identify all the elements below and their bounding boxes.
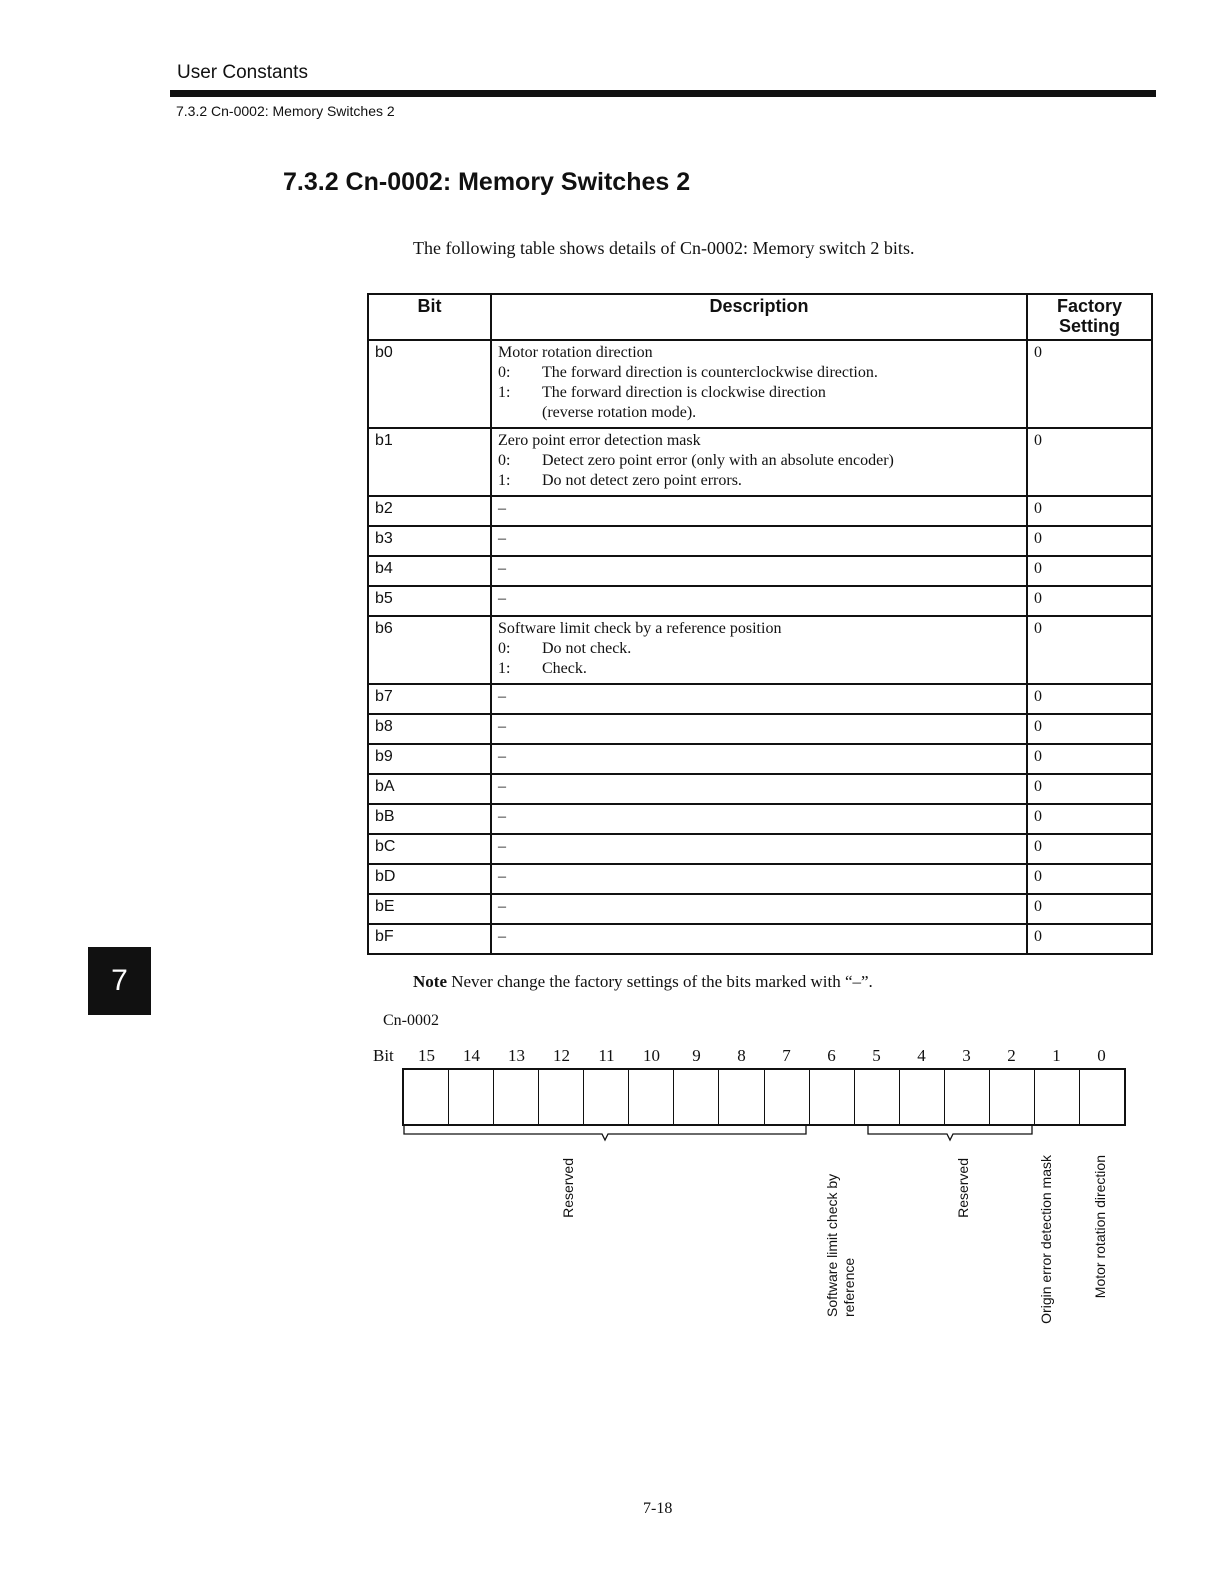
brace-reserved-high	[402, 1126, 808, 1142]
label-origin-error-mask: Origin error detection mask	[1038, 1155, 1054, 1324]
memory-switch-table	[367, 293, 1153, 955]
bit-cell	[765, 1070, 810, 1124]
cell-bit: b5	[368, 586, 491, 616]
cell-description	[491, 340, 1027, 428]
table-row	[368, 496, 1152, 526]
header-factory-setting	[1027, 294, 1152, 340]
bit-number: 5	[872, 1046, 881, 1065]
cell-bit: bB	[368, 804, 491, 834]
bit-number: 11	[598, 1046, 615, 1065]
option-code: 0:	[498, 452, 511, 469]
description-title: –	[498, 838, 506, 855]
description-title: –	[498, 500, 506, 517]
bit-number: 10	[643, 1046, 660, 1065]
table-row	[368, 894, 1152, 924]
option-text: The forward direction is clockwise direction	[542, 384, 826, 401]
cell-bit: b9	[368, 744, 491, 774]
option-line	[498, 363, 1020, 383]
bit-cell	[810, 1070, 855, 1124]
table-row	[368, 714, 1152, 744]
bit-number: 9	[692, 1046, 701, 1065]
cell-factory-setting: 0	[1027, 834, 1152, 864]
note-text: Never change the factory settings of the bits marked with “–”.	[451, 972, 873, 991]
cell-factory-setting: 0	[1027, 714, 1152, 744]
cell-bit: bA	[368, 774, 491, 804]
option-text: Do not check.	[542, 640, 632, 657]
description-title: –	[498, 778, 506, 795]
cell-factory-setting: 0	[1027, 556, 1152, 586]
bit-number: 4	[917, 1046, 926, 1065]
cell-description	[491, 496, 1027, 526]
table-row	[368, 616, 1152, 684]
cell-bit: b8	[368, 714, 491, 744]
cell-bit: b3	[368, 526, 491, 556]
cell-factory-setting: 0	[1027, 340, 1152, 428]
cell-description	[491, 834, 1027, 864]
label-motor-rotation: Motor rotation direction	[1092, 1155, 1108, 1299]
cell-factory-setting: 0	[1027, 924, 1152, 954]
table-header-row	[368, 294, 1152, 340]
cell-bit: bC	[368, 834, 491, 864]
cell-factory-setting: 0	[1027, 586, 1152, 616]
cell-factory-setting: 0	[1027, 864, 1152, 894]
label-reserved-low: Reserved	[955, 1158, 971, 1218]
bit-number: 6	[827, 1046, 836, 1065]
table-row	[368, 340, 1152, 428]
bit-number: 8	[737, 1046, 746, 1065]
cell-factory-setting: 0	[1027, 894, 1152, 924]
page-number: 7-18	[643, 1500, 673, 1517]
cell-factory-setting: 0	[1027, 744, 1152, 774]
option-text: The forward direction is counterclockwise direction.	[542, 364, 878, 381]
bit-number: 1	[1052, 1046, 1061, 1065]
cell-bit: bE	[368, 894, 491, 924]
bit-label: Bit	[373, 1046, 394, 1065]
table-row	[368, 924, 1152, 954]
bit-cell	[719, 1070, 764, 1124]
table-row	[368, 526, 1152, 556]
table-row	[368, 586, 1152, 616]
bit-cell	[990, 1070, 1035, 1124]
label-reserved-high: Reserved	[560, 1158, 576, 1218]
bit-number: 3	[962, 1046, 971, 1065]
bit-cell	[900, 1070, 945, 1124]
description-title: –	[498, 718, 506, 735]
description-title: –	[498, 928, 506, 945]
bit-number: 0	[1097, 1046, 1106, 1065]
brace-reserved-low	[866, 1126, 1034, 1142]
cell-description	[491, 714, 1027, 744]
description-title: Software limit check by a reference position	[498, 620, 782, 637]
cell-description	[491, 924, 1027, 954]
header-factory-line1: Factory	[1056, 296, 1123, 316]
cell-factory-setting: 0	[1027, 496, 1152, 526]
bit-register-diagram	[402, 1068, 1126, 1126]
table-row	[368, 744, 1152, 774]
table-row	[368, 804, 1152, 834]
section-title: 7.3.2 Cn-0002: Memory Switches 2	[283, 168, 691, 196]
table-row	[368, 864, 1152, 894]
header-rule	[170, 90, 1156, 97]
label-software-limit: Software limit check by reference	[824, 1173, 857, 1317]
option-code: 0:	[498, 364, 511, 381]
description-title: Motor rotation direction	[498, 344, 653, 361]
running-head: User Constants	[177, 62, 308, 83]
bit-cell	[494, 1070, 539, 1124]
option-text: Do not detect zero point errors.	[542, 472, 742, 489]
cell-bit: b7	[368, 684, 491, 714]
cell-description	[491, 804, 1027, 834]
option-text: Check.	[542, 660, 587, 677]
bit-cell	[855, 1070, 900, 1124]
option-code: 1:	[498, 660, 511, 677]
cell-description	[491, 428, 1027, 496]
bit-cell	[584, 1070, 629, 1124]
cell-bit: bF	[368, 924, 491, 954]
cell-description	[491, 774, 1027, 804]
bit-cell	[674, 1070, 719, 1124]
description-title: –	[498, 748, 506, 765]
cell-bit: bD	[368, 864, 491, 894]
register-name: Cn-0002	[383, 1012, 439, 1029]
intro-paragraph: The following table shows details of Cn-0002: Memory switch 2 bits.	[413, 238, 915, 258]
bit-cell	[629, 1070, 674, 1124]
cell-factory-setting: 0	[1027, 804, 1152, 834]
cell-description	[491, 744, 1027, 774]
header-factory-line2: Setting	[1059, 316, 1120, 336]
option-code: 0:	[498, 640, 511, 657]
bit-number: 7	[782, 1046, 791, 1065]
cell-description	[491, 586, 1027, 616]
cell-description	[491, 616, 1027, 684]
bit-cell	[1080, 1070, 1124, 1124]
cell-bit: b6	[368, 616, 491, 684]
cell-factory-setting: 0	[1027, 616, 1152, 684]
cell-bit: b1	[368, 428, 491, 496]
chapter-tab: 7	[88, 947, 151, 1015]
table-row	[368, 774, 1152, 804]
header-bit: Bit	[368, 294, 491, 340]
bit-cell	[1035, 1070, 1080, 1124]
cell-description	[491, 526, 1027, 556]
cell-description	[491, 894, 1027, 924]
description-title: –	[498, 590, 506, 607]
description-title: –	[498, 530, 506, 547]
option-line	[498, 639, 1020, 659]
cell-description	[491, 864, 1027, 894]
cell-bit: b0	[368, 340, 491, 428]
description-title: –	[498, 898, 506, 915]
cell-factory-setting: 0	[1027, 526, 1152, 556]
cell-factory-setting: 0	[1027, 428, 1152, 496]
option-continuation: (reverse rotation mode).	[542, 404, 697, 421]
bit-cell	[539, 1070, 584, 1124]
description-title: –	[498, 808, 506, 825]
option-line	[498, 451, 1020, 471]
bit-number: 13	[508, 1046, 525, 1065]
bit-cell	[449, 1070, 494, 1124]
description-title: –	[498, 688, 506, 705]
bit-cell	[945, 1070, 990, 1124]
bit-cell	[404, 1070, 449, 1124]
cell-bit: b4	[368, 556, 491, 586]
table-row	[368, 428, 1152, 496]
option-text: Detect zero point error (only with an absolute encoder)	[542, 452, 894, 469]
description-title: –	[498, 868, 506, 885]
header-description: Description	[491, 294, 1027, 340]
option-code: 1:	[498, 472, 511, 489]
section-reference: 7.3.2 Cn-0002: Memory Switches 2	[176, 103, 395, 119]
bit-number: 15	[418, 1046, 435, 1065]
note-label: Note	[413, 972, 447, 991]
bit-number: 2	[1007, 1046, 1016, 1065]
option-line	[498, 383, 1020, 403]
option-line	[498, 659, 1020, 679]
option-line	[498, 471, 1020, 491]
option-code: 1:	[498, 384, 511, 401]
table-row	[368, 556, 1152, 586]
bit-number: 14	[463, 1046, 480, 1065]
note	[413, 972, 873, 992]
description-title: –	[498, 560, 506, 577]
cell-description	[491, 556, 1027, 586]
cell-description	[491, 684, 1027, 714]
table-row	[368, 684, 1152, 714]
description-title: Zero point error detection mask	[498, 432, 701, 449]
cell-factory-setting: 0	[1027, 774, 1152, 804]
table-row	[368, 834, 1152, 864]
cell-factory-setting: 0	[1027, 684, 1152, 714]
bit-number: 12	[553, 1046, 570, 1065]
cell-bit: b2	[368, 496, 491, 526]
